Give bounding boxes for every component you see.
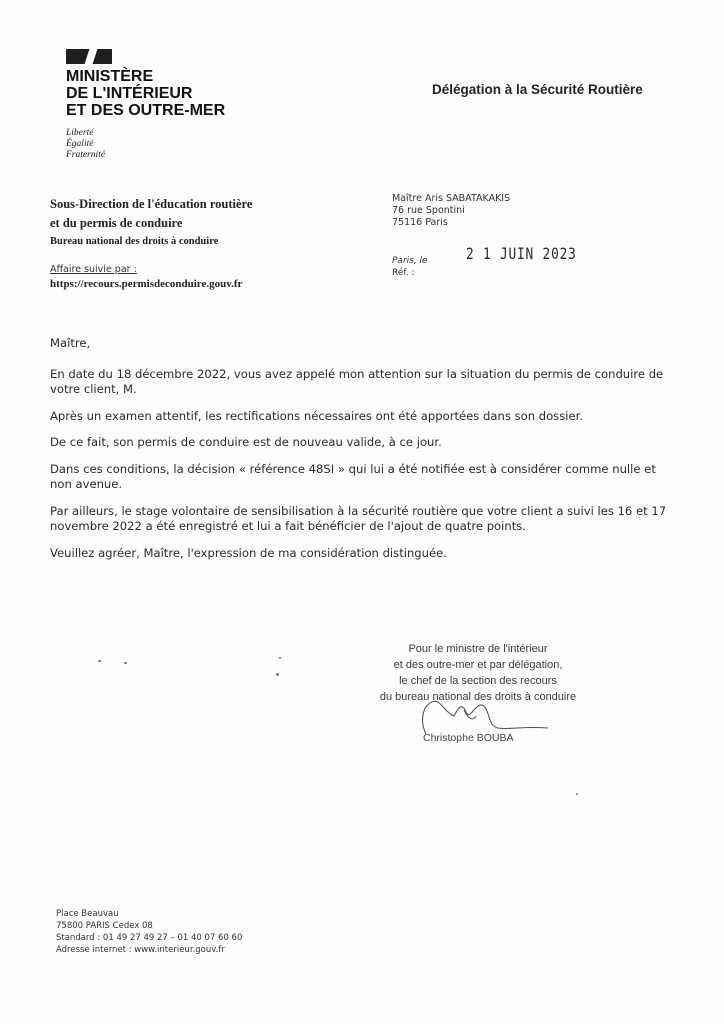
scan-speck [576, 793, 578, 795]
sender-line-1: Sous-Direction de l'éducation routière [50, 197, 253, 211]
signatory-name: Christophe BOUBA [423, 732, 514, 744]
paragraph-5: Par ailleurs, le stage volontaire de sensibilisation à la sécurité routière que votre client a suivi les 16 et 17 novembre 2022 a été enregistré et lui a fait bénéficier de l'ajout de quatre points. [50, 503, 667, 533]
sender-line-3: Bureau national des droits à conduire [50, 236, 219, 247]
ministry-line-1: MINISTÈRE [66, 68, 154, 85]
scan-speck [276, 673, 279, 676]
scan-speck [124, 662, 127, 664]
motto-fraternite: Fraternité [66, 150, 106, 160]
paragraph-1: En date du 18 décembre 2022, vous avez appelé mon attention sur la situation du permis de conduire de votre client, M. [50, 366, 664, 396]
republic-motto [66, 128, 105, 161]
ministry-line-3: ET DES OUTRE-MER [66, 102, 226, 119]
letter-body [50, 336, 680, 572]
recipient-city: 75116 Paris [392, 217, 448, 228]
sender-line-2: et du permis de conduire [50, 216, 183, 230]
ministry-name [66, 68, 225, 119]
signature-line-3: le chef de la section des recours [399, 675, 557, 687]
salutation: Maître, [50, 336, 91, 350]
affaire-label: Affaire suivie par : [50, 264, 137, 275]
footer-line-2: 75800 PARIS Cedex 08 [56, 921, 153, 931]
recipient-street: 76 rue Spontini [392, 205, 465, 216]
paragraph-2: Après un examen attentif, les rectifications nécessaires ont été apportées dans son dossier. [50, 408, 584, 423]
place-label: Paris, le [392, 256, 428, 266]
reference-label: Réf. : [392, 268, 415, 278]
scan-speck [98, 660, 101, 662]
scan-speck [279, 657, 281, 659]
signature-line-2: et des outre-mer et par délégation, [393, 659, 563, 671]
paragraph-4: Dans ces conditions, la décision « référence 48SI » qui lui a été notifiée est à considérer comme nulle et non avenue. [50, 461, 656, 491]
ministry-line-2: DE L'INTÉRIEUR [66, 85, 193, 102]
footer-line-3: Standard : 01 49 27 49 27 – 01 40 07 60 60 [56, 933, 243, 943]
delegation-title: Délégation à la Sécurité Routière [432, 82, 643, 97]
signature-line-1: Pour le ministre de l'intérieur [408, 643, 548, 655]
paragraph-6: Veuillez agréer, Maître, l'expression de ma considération distinguée. [50, 545, 447, 560]
footer-line-1: Place Beauvau [56, 909, 119, 919]
motto-liberte: Liberté [66, 128, 94, 138]
signature-line-4: du bureau national des droits à conduire [379, 691, 577, 703]
date-stamp: 2 1 JUIN 2023 [466, 244, 577, 263]
marianne-logo-icon [66, 49, 112, 64]
footer-line-4: Adresse internet : www.interieur.gouv.fr [56, 945, 225, 955]
motto-egalite: Égalité [66, 139, 94, 149]
affaire-url-link[interactable]: https://recours.permisdeconduire.gouv.fr [50, 278, 243, 290]
paragraph-3: De ce fait, son permis de conduire est de nouveau valide, à ce jour. [50, 435, 442, 449]
footer-address [56, 908, 242, 956]
recipient-address [392, 193, 510, 229]
recipient-name: Maître Aris SABATAKAKIS [392, 193, 511, 204]
sender-block [50, 195, 252, 250]
